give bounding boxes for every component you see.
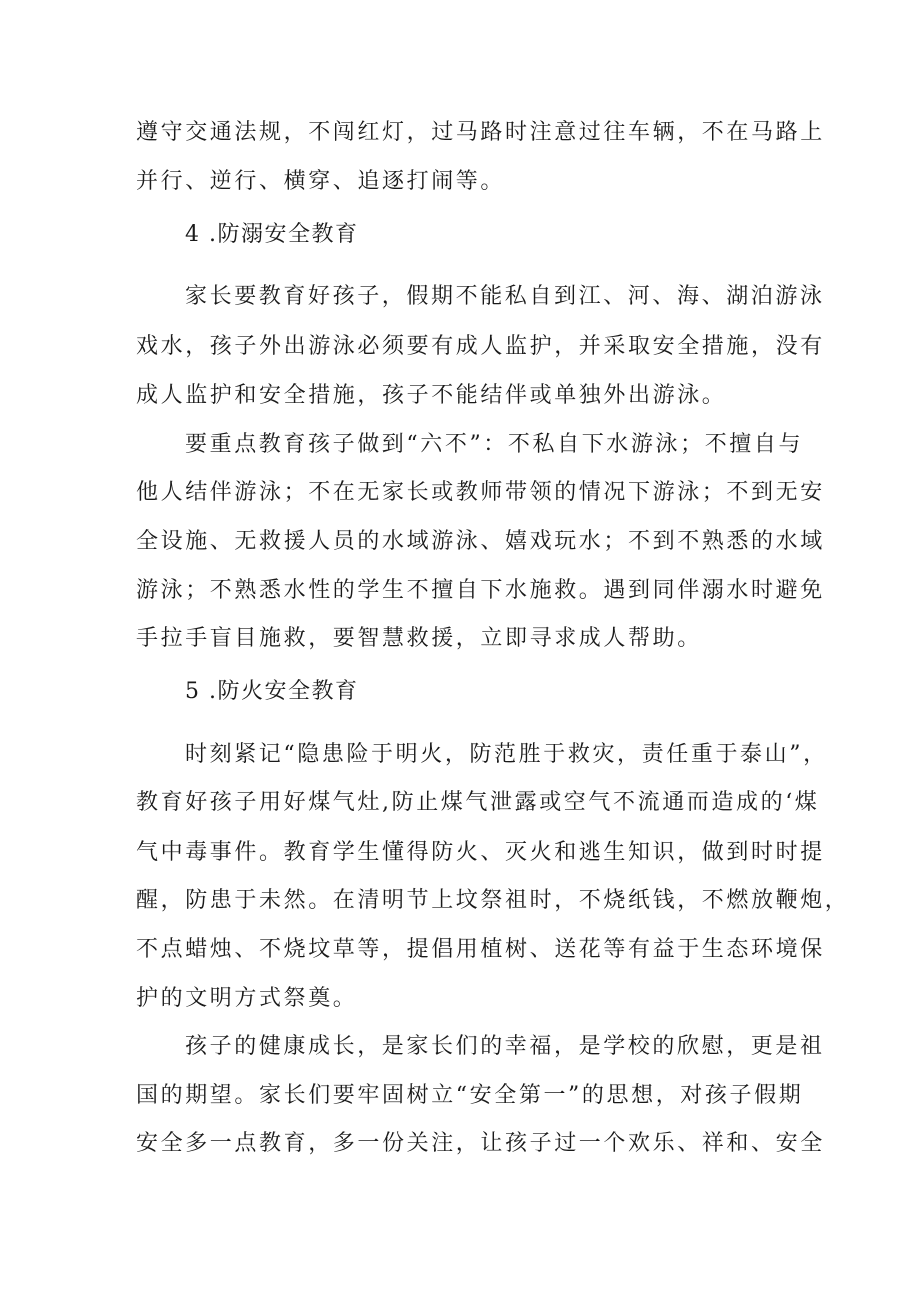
body-text-line: 他人结伴游泳；不在无家长或教师带领的情况下游泳；不到无安 — [136, 480, 825, 505]
body-text-line: 不点蜡烛、不烧坟草等，提倡用植树、送花等有益于生态环境保 — [136, 937, 825, 962]
body-text-line: 醒，防患于未然。在清明节上坟祭祖时，不烧纸钱，不燃放鞭炮， — [136, 888, 850, 913]
body-text-line: 戏水，孩子外出游泳必须要有成人监护，并采取安全措施，没有 — [136, 334, 825, 359]
body-text-line: 时刻紧记“隐患险于明火，防范胜于救灾，责任重于泰山”， — [185, 742, 828, 767]
body-text-line: 家长要教育好孩子，假期不能私自到江、河、海、湖泊游泳 — [185, 284, 825, 309]
section-heading: 4 .防溺安全教育 — [185, 222, 359, 247]
body-text-line: 安全多一点教育，多一份关注，让孩子过一个欢乐、祥和、安全 — [136, 1131, 825, 1156]
body-text-line: 全设施、无救援人员的水域游泳、嬉戏玩水；不到不熟悉的水域 — [136, 529, 825, 554]
body-text-line: 游泳；不熟悉水性的学生不擅自下水施救。遇到同伴溺水时避免 — [136, 578, 825, 603]
body-text-line: 国的期望。家长们要牢固树立“安全第一”的思想，对孩子假期 — [136, 1083, 804, 1108]
body-text-line: 手拉手盲目施救，要智慧救援，立即寻求成人帮助。 — [136, 626, 702, 651]
body-text-line: 并行、逆行、横穿、追逐打闹等。 — [136, 169, 506, 194]
body-text-line: 要重点教育孩子做到“六不”：不私自下水游泳；不擅自与 — [185, 432, 804, 457]
body-text-line: 遵守交通法规，不闯红灯，过马路时注意过往车辆，不在马路上 — [136, 120, 825, 145]
body-text-line: 气中毒事件。教育学生懂得防火、灭火和逃生知识，做到时时提 — [136, 840, 825, 865]
body-text-line: 教育好孩子用好煤气灶,防止煤气泄露或空气不流通而造成的‘煤 — [136, 790, 820, 815]
section-heading: 5 .防火安全教育 — [185, 679, 359, 704]
body-text-line: 成人监护和安全措施，孩子不能结伴或单独外出游泳。 — [136, 383, 727, 408]
body-text-line: 护的文明方式祭奠。 — [136, 986, 358, 1011]
body-text-line: 孩子的健康成长，是家长们的幸福，是学校的欣慰，更是祖 — [185, 1034, 825, 1059]
